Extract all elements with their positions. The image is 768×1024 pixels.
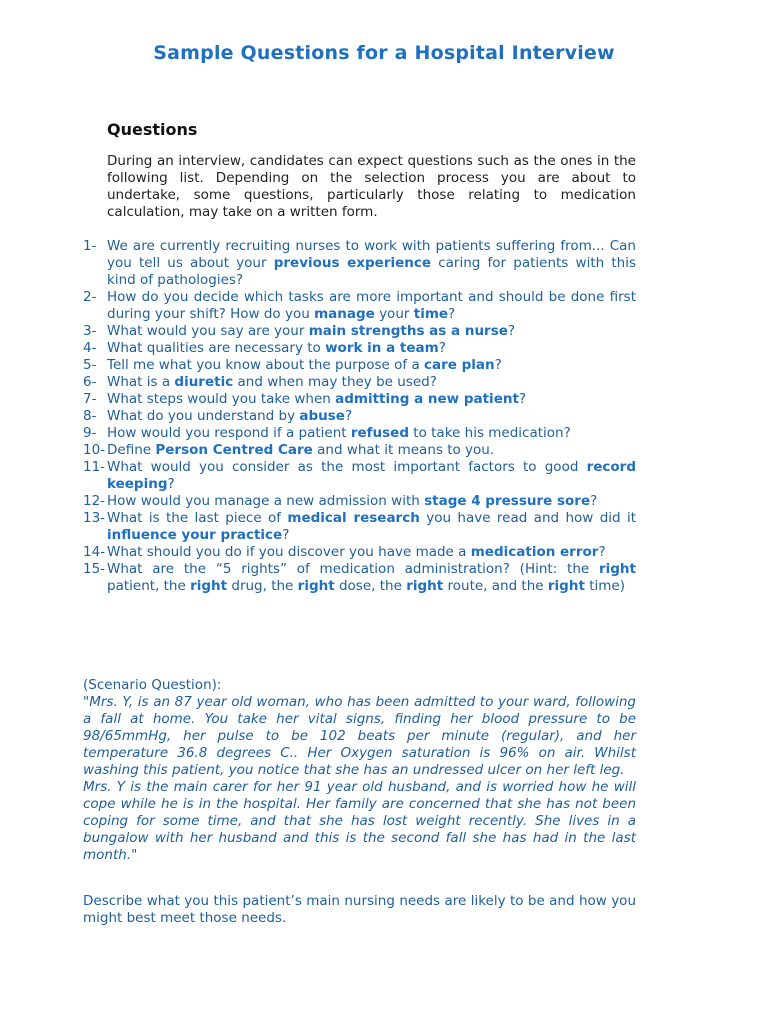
question-number: 8- [83,408,97,424]
question-keyword: care plan [424,357,495,373]
question-text: ? [167,476,175,492]
question-keyword: work in a team [325,340,439,356]
question-text: How do you decide which tasks are more important and should be done first during your shift? How do you [107,289,636,322]
question-keyword: stage 4 pressure sore [424,493,591,509]
question-item [83,289,636,323]
question-text: What would you say are your [107,323,309,339]
question-text: We are currently recruiting nurses to work with patients suffering from... Can you tell us about your [107,238,636,271]
question-text: What should you do if you discover you have made a [107,544,471,560]
question-text: time) [584,578,625,594]
question-number: 2- [83,289,97,305]
question-text: route, and the [443,578,548,594]
scenario-paragraph-1: "Mrs. Y, is an 87 year old woman, who has been admitted to your ward, following a fall at home. You take her vital signs, finding her blood pressure to be 98/65mmHg, her pulse to be 102 beats per minute (regular), and her temperature 36.8 degrees C.. Her Oxygen saturation is 96% on air. Whilst washing this patient, you notice that she has an undressed ulcer on her left leg. [83,694,636,778]
question-text: you have read and how did it [419,510,637,526]
question-number: 11- [83,459,106,475]
question-text: What would you consider as the most important factors to good [107,459,587,475]
question-text: caring for patients with this kind of pathologies? [107,255,636,288]
question-text: What steps would you take when [107,391,336,407]
question-keyword: manage [314,306,375,322]
question-keyword: right [598,561,636,577]
question-keyword: right [190,578,228,594]
question-keyword: time [413,306,449,322]
scenario-paragraph-2: Mrs. Y is the main carer for her 91 year old husband, and is worried how he will cope while he is in the hospital. Her family are concerned that she has not been coping for some time, and that she has lost weight recently. She lives in a bungalow with her husband and this is the second fall she has had in the last month." [83,779,636,863]
question-text: ? [518,391,527,407]
question-number: 3- [83,323,97,339]
question-keyword: main strengths as a nurse [308,323,508,339]
question-keyword: refused [350,425,409,441]
question-keyword: medication error [470,544,599,560]
question-text: and what it means to you. [312,442,495,458]
scenario-block [83,677,636,864]
question-text: ? [448,306,456,322]
question-text: ? [438,340,446,356]
question-item [83,459,636,493]
question-text: ? [590,493,598,509]
question-item [83,323,636,340]
question-keyword: right [297,578,335,594]
question-item [83,442,636,459]
page-title: Sample Questions for a Hospital Interview [153,42,615,64]
scenario-label: (Scenario Question): [83,677,222,693]
question-item [83,340,636,357]
question-keyword: right [547,578,585,594]
question-item [83,561,636,595]
question-text: ? [494,357,502,373]
question-number: 4- [83,340,97,356]
question-text: ? [344,408,353,424]
question-text: How would you respond if a patient [107,425,351,441]
question-keyword: medical research [287,510,420,526]
question-number: 14- [83,544,106,560]
question-item [83,374,636,391]
question-item [83,357,636,374]
question-item [83,544,636,561]
question-item [83,493,636,510]
question-text: to take his medication? [409,425,571,441]
question-text: Tell me what you know about the purpose of a [107,357,425,373]
question-item [83,391,636,408]
question-number: 6- [83,374,97,390]
question-keyword: influence your practice [107,527,283,543]
question-keyword: admitting a new patient [335,391,519,407]
question-keyword: Person Centred Care [155,442,313,458]
question-text: and when may they be used? [233,374,437,390]
question-text: Define [107,442,156,458]
question-number: 12- [83,493,106,509]
question-text: What are the “5 rights” of medication administration? (Hint: the [107,561,599,577]
question-text: patient, the [107,578,191,594]
question-text: your [374,306,414,322]
question-number: 1- [83,238,97,254]
question-item [83,408,636,425]
question-number: 13- [83,510,106,526]
question-text: What is a [107,374,175,390]
question-number: 15- [83,561,106,577]
question-item [83,238,636,289]
question-keyword: previous experience [273,255,432,271]
question-keyword: abuse [299,408,345,424]
question-item [83,425,636,442]
question-keyword: right [406,578,444,594]
question-number: 5- [83,357,97,373]
question-text: drug, the [227,578,298,594]
section-heading: Questions [107,120,198,139]
describe-paragraph: Describe what you this patient’s main nursing needs are likely to be and how you might best meet those needs. [83,893,636,926]
question-keyword: diuretic [174,374,234,390]
question-text: ? [507,323,516,339]
question-text: How would you manage a new admission with [107,493,425,509]
question-keyword: record keeping [107,459,636,492]
question-number: 9- [83,425,97,441]
question-text: What do you understand by [107,408,300,424]
question-text: dose, the [334,578,407,594]
question-number: 7- [83,391,97,407]
question-number: 10- [83,442,106,458]
question-list [83,238,636,595]
question-item [83,510,636,544]
question-text: ? [598,544,606,560]
question-text: ? [282,527,290,543]
question-text: What qualities are necessary to [107,340,326,356]
intro-paragraph: During an interview, candidates can expect questions such as the ones in the following list. Depending on the selection process you are about to undertake, some questions, particularly those relating to medication calculation, may take on a written form. [107,153,636,220]
question-text: What is the last piece of [107,510,288,526]
